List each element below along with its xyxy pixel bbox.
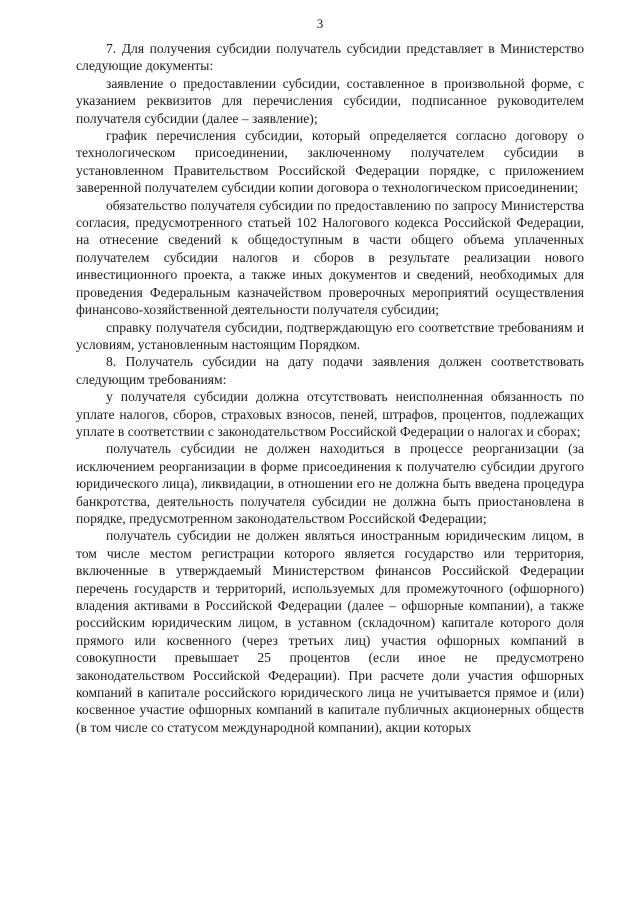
paragraph-reorganization: получатель субсидии не должен находиться в процессе реорганизации (за исключением реорганизации в форме присоединения к получателю субсидии другого юридического лица), ликвидации, в отношении его не должна быть введена процедура банкротства, деятельность получателя субсидии не должна быть приостановлена в порядке, предусмотренном законодательством Российской Федерации; (76, 441, 584, 526)
page-number: 3 (316, 16, 324, 31)
paragraph-transfer-schedule: график перечисления субсидии, который определяется согласно договору о технологическом присоединении, заключенному получателем субсидии в установленном Правительством Российской Федерации порядке, с приложением заверенной получателем субсидии копии договора о технологическом присоединении; (76, 128, 584, 196)
paragraph-offshore: получатель субсидии не должен являться иностранным юридическим лицом, в том числе местом регистрации которого является государство или территория, включенные в утверждаемый Министерством финансов Российской Федерации перечень государств и территорий, используемых для промежуточного (офшорного) владения активами в Российской Федерации (далее – офшорные компании), а также российским юридическим лицом, в уставном (складочном) капитале которого доля прямого или косвенного (через третьих лиц) участия офшорных компаний в совокупности превышает 25 процентов (если иное не предусмотрено законодательством Российской Федерации). При расчете доли участия офшорных компаний в капитале российского юридического лица не учитывается прямое и (или) косвенное участие офшорных компаний в капитале публичных акционерных обществ (в том числе со статусом международной компании), акции которых (76, 528, 584, 735)
paragraph-obligation: обязательство получателя субсидии по предоставлению по запросу Министерства согласия, предусмотренного статьей 102 Налогового кодекса Российской Федерации, на отнесение сведений к общедоступным в части общего объема уплаченных получателем субсидии налогов и сборов в результате реализации нового инвестиционного проекта, а также иных документов и сведений, необходимых для проведения Федеральным казначейством проверочных мероприятий осуществления финансово-хозяйственной деятельности получателя субсидии; (76, 197, 584, 318)
paragraph-item-8-intro: 8. Получатель субсидии на дату подачи заявления должен соответствовать следующим требованиям: (76, 354, 584, 387)
document-body (76, 40, 584, 736)
paragraph-application: заявление о предоставлении субсидии, составленное в произвольной форме, с указанием реквизитов для перечисления субсидии, подписанное руководителем получателя субсидии (далее – заявление); (76, 75, 584, 126)
paragraph-item-7-intro: 7. Для получения субсидии получатель субсидии представляет в Министерство следующие документы: (76, 41, 584, 74)
paragraph-tax-debt: у получателя субсидии должна отсутствовать неисполненная обязанность по уплате налогов, сборов, страховых взносов, пеней, штрафов, процентов, подлежащих уплате в соответствии с законодательством Российской Федерации о налогах и сборах; (76, 389, 584, 439)
paragraph-certificate: справку получателя субсидии, подтверждающую его соответствие требованиям и условиям, установленным настоящим Порядком. (76, 319, 584, 352)
